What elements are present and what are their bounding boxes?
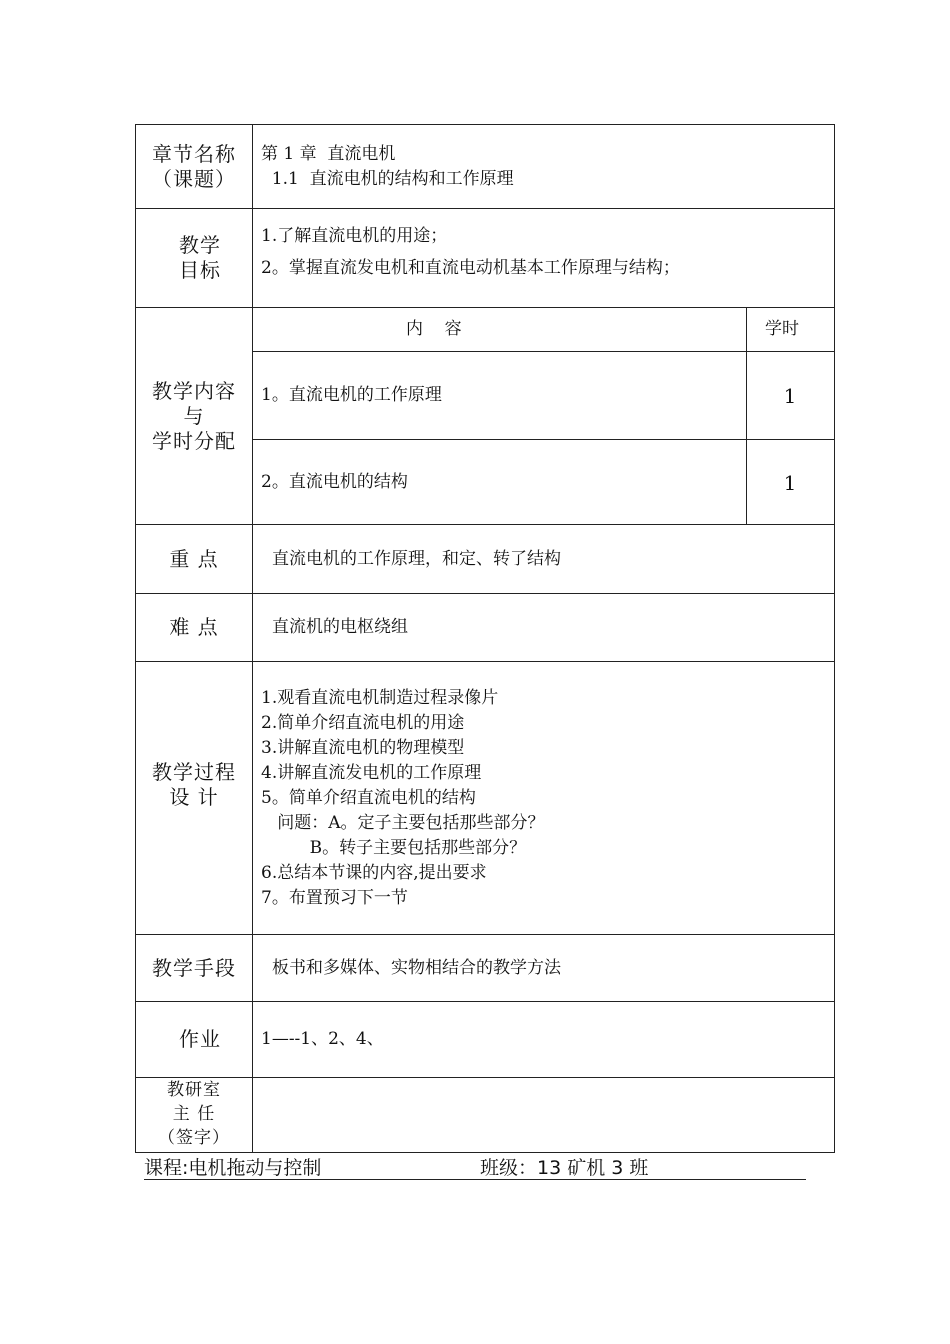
process-item: 1.观看直流电机制造过程录像片 — [261, 688, 499, 708]
homework-label: 作业 — [179, 1027, 221, 1051]
process-item: 5。简单介绍直流电机的结构 — [261, 788, 476, 808]
process-item: 2.简单介绍直流电机的用途 — [261, 713, 465, 733]
chapter-label: 章节名称 （课题） — [152, 142, 236, 191]
objectives-label: 教学 目标 — [179, 233, 221, 282]
class-name: 班级：13 矿机 3 班 — [480, 1157, 649, 1179]
chapter-title: 第 1 章 直流电机 — [261, 144, 396, 164]
process-item: 问题：A。定子主要包括那些部分？ — [261, 813, 545, 833]
content-label: 教学内容 与 学时分配 — [152, 379, 236, 453]
method-label: 教学手段 — [152, 956, 236, 980]
process-label: 教学过程 设 计 — [152, 760, 236, 809]
hours-header: 学时 — [765, 319, 799, 339]
objective-item: 2。掌握直流发电机和直流电动机基本工作原理与结构； — [261, 258, 680, 278]
process-item: 6.总结本节课的内容,提出要求 — [261, 863, 487, 883]
process-item: 7。布置预习下一节 — [261, 888, 408, 908]
process-item: 3.讲解直流电机的物理模型 — [261, 738, 465, 758]
content-header: 内 容 — [406, 319, 462, 339]
key-point-label: 重 点 — [169, 547, 219, 571]
content-item-hours: 1 — [783, 471, 797, 495]
key-point-text: 直流电机的工作原理，和定、转了结构 — [272, 549, 561, 569]
homework-text: 1—--1、2、4、 — [261, 1029, 384, 1049]
director-label: 教研室 主 任 （签字） — [158, 1080, 230, 1148]
content-item: 2。直流电机的结构 — [261, 472, 408, 492]
process-item: B。转子主要包括那些部分？ — [261, 838, 527, 858]
section-title: 1.1 直流电机的结构和工作原理 — [261, 169, 514, 189]
content-item-hours: 1 — [783, 384, 797, 408]
footer-underline — [144, 1179, 806, 1180]
process-item: 4.讲解直流发电机的工作原理 — [261, 763, 482, 783]
content-item: 1。直流电机的工作原理 — [261, 385, 442, 405]
method-text: 板书和多媒体、实物相结合的教学方法 — [272, 958, 561, 978]
difficulty-label: 难 点 — [169, 615, 219, 639]
difficulty-text: 直流机的电枢绕组 — [272, 617, 408, 637]
course-name: 课程:电机拖动与控制 — [144, 1157, 322, 1179]
objective-item: 1.了解直流电机的用途； — [261, 226, 448, 246]
